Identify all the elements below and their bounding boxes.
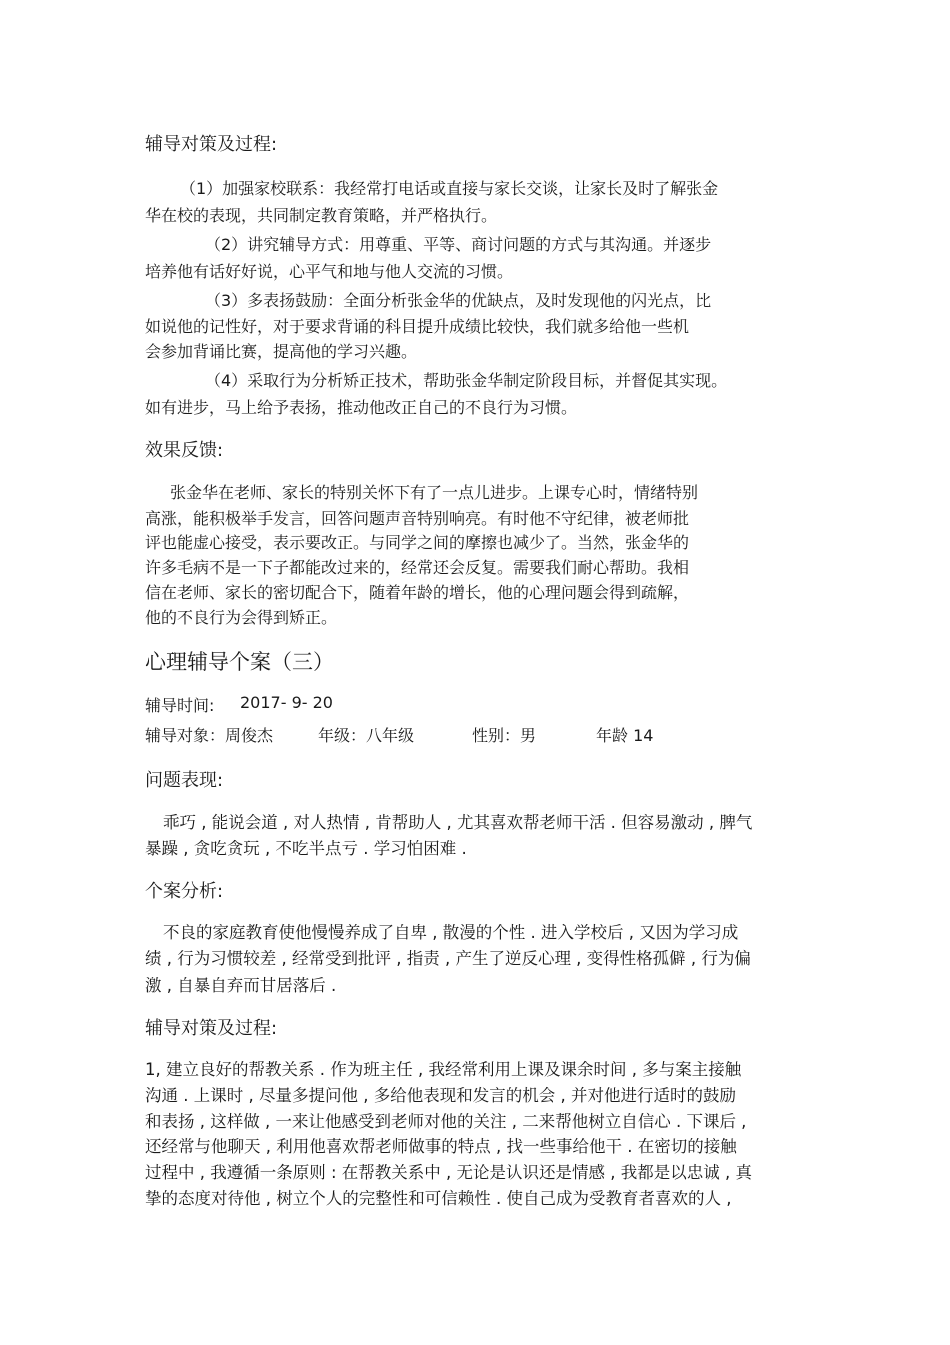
strategy-line: （3）多表扬鼓励：全面分析张金华的优缺点，及时发现他的闪光点，比 (205, 291, 712, 310)
time-value: 2017- 9- 20 (240, 693, 333, 712)
strategy-line: 华在校的表现，共同制定教育策略，并严格执行。 (145, 206, 498, 225)
time-label: 辅导时间: (145, 696, 215, 715)
strategy2-line: 过程中 , 我遵循一条原则 : 在帮教关系中 , 无论是认识还是情感 , 我都是以忠诚 , 真 (145, 1163, 752, 1182)
feedback-line: 许多毛病不是一下子都能改过来的，经常还会反复。需要我们耐心帮助。我相 (145, 558, 690, 577)
strategy-line: 会参加背诵比赛，提高他的学习兴趣。 (145, 342, 418, 361)
strategy2-heading: 辅导对策及过程: (145, 1018, 278, 1039)
target-label: 辅导对象：周俊杰 (145, 726, 274, 745)
strategy2-line: 挚的态度对待他 , 树立个人的完整性和可信赖性 . 使自己成为受教育者喜欢的人 , (145, 1189, 732, 1208)
feedback-line: 张金华在老师、家长的特别关怀下有了一点儿进步。上课专心时，情绪特别 (170, 483, 699, 502)
analysis-line: 绩 , 行为习惯较差 , 经常受到批评 , 指责 , 产生了逆反心理 , 变得性格孤僻 , 行为偏 (145, 949, 751, 968)
feedback-line: 高涨，能积极举手发言，回答问题声音特别响亮。有时他不守纪律，被老师批 (145, 509, 690, 528)
analysis-line: 激 , 自暴自弃而甘居落后 . (145, 976, 337, 995)
analysis-line: 不良的家庭教育使他慢慢养成了自卑 , 散漫的个性 . 进入学校后 , 又因为学习成 (163, 923, 739, 942)
strategy2-line: 和表扬 , 这样做 , 一来让他感受到老师对他的关注 , 二来帮他树立自信心 . 下课后 , (145, 1112, 747, 1131)
strategy-line: （4）采取行为分析矫正技术，帮助张金华制定阶段目标，并督促其实现。 (205, 371, 728, 390)
feedback-line: 他的不良行为会得到矫正。 (145, 608, 338, 627)
strategy-line: 如有进步，马上给予表扬，推动他改正自己的不良行为习惯。 (145, 398, 578, 417)
grade-label: 年级：八年级 (318, 726, 415, 745)
strategy2-line: 还经常与他聊天 , 利用他喜欢帮老师做事的特点 , 找一些事给他干 . 在密切的接触 (145, 1137, 737, 1156)
strategy2-line: 沟通 . 上课时 , 尽量多提问他 , 多给他表现和发言的机会 , 并对他进行适时的鼓励 (145, 1086, 736, 1105)
feedback-line: 评也能虚心接受，表示要改正。与同学之间的摩擦也减少了。当然，张金华的 (145, 533, 690, 552)
strategy-line: 培养他有话好好说，心平气和地与他人交流的习惯。 (145, 262, 514, 281)
problem-line: 乖巧 , 能说会道 , 对人热情 , 肯帮助人 , 尤其喜欢帮老师干活 . 但容易激动 , 脾气 (163, 813, 753, 832)
age-label: 年龄 14 (596, 726, 654, 745)
strategy2-line: 1, 建立良好的帮教关系 . 作为班主任 , 我经常利用上课及课余时间 , 多与案主接触 (145, 1060, 742, 1079)
feedback-line: 信在老师、家长的密切配合下，随着年龄的增长，他的心理问题会得到疏解， (145, 583, 690, 602)
problem-heading: 问题表现: (145, 770, 224, 791)
feedback-heading: 效果反馈: (145, 440, 224, 461)
strategy-line: 如说他的记性好，对于要求背诵的科目提升成绩比较快，我们就多给他一些机 (145, 317, 690, 336)
strategy-line: （1）加强家校联系：我经常打电话或直接与家长交谈，让家长及时了解张金 (180, 179, 719, 198)
problem-line: 暴躁 , 贪吃贪玩 , 不吃半点亏 . 学习怕困难 . (145, 839, 467, 858)
case-title: 心理辅导个案（三） (145, 650, 334, 674)
strategy-heading: 辅导对策及过程: (145, 134, 278, 155)
strategy-line: （2）讲究辅导方式：用尊重、平等、商讨问题的方式与其沟通。并逐步 (205, 235, 712, 254)
gender-label: 性别：男 (472, 726, 537, 745)
analysis-heading: 个案分析: (145, 881, 224, 902)
